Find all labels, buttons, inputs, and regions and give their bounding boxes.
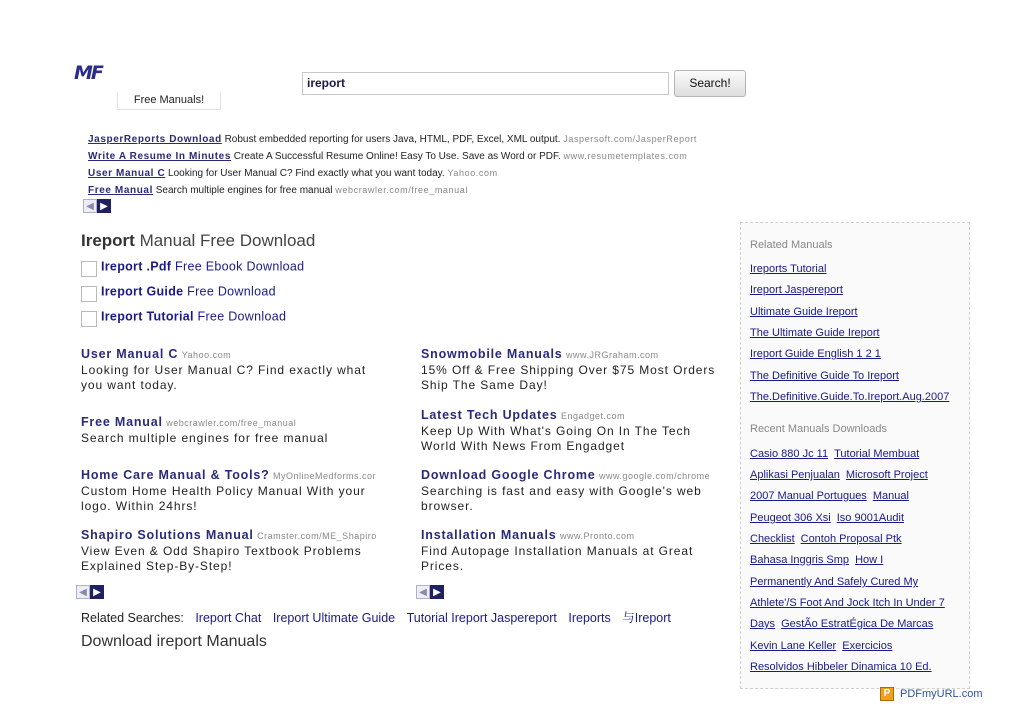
top-ad	[88, 184, 768, 201]
recent-downloads-line	[750, 618, 939, 630]
related-search-link[interactable]: Ireport Ultimate Guide	[272, 611, 396, 625]
pdfmyurl-badge[interactable]	[880, 687, 983, 701]
prev-arrow-icon[interactable]: ◀	[83, 199, 97, 213]
related-manuals-title: Related Manuals	[750, 239, 833, 251]
ad-desc: Looking for User Manual C? Find exactly what you want today.	[81, 363, 367, 392]
top-ad	[88, 133, 768, 150]
page-title-bold: Ireport	[81, 231, 135, 250]
related-search-link[interactable]: Ireports	[568, 611, 611, 625]
recent-downloads-line	[750, 490, 915, 502]
top-ad-desc: Robust embedded reporting for users Java, HTML, PDF, Excel, XML output.	[224, 134, 561, 145]
download-link[interactable]: Ireport Tutorial Free Download	[101, 309, 287, 324]
ad-block	[81, 347, 381, 393]
top-ad-url: www.resumetemplates.com	[563, 151, 688, 161]
recent-downloads-line	[750, 576, 924, 588]
recent-download-link[interactable]: Tutorial Membuat	[834, 448, 920, 460]
right-ads-pager	[416, 584, 444, 599]
ad-block	[421, 347, 721, 393]
recent-downloads-line	[750, 661, 938, 673]
ad-title[interactable]: Home Care Manual & Tools?	[81, 468, 270, 482]
ad-url: webcrawler.com/free_manual	[166, 418, 297, 428]
related-search-link[interactable]: Ireport Chat	[195, 611, 262, 625]
sidebar	[740, 222, 970, 689]
recent-download-link[interactable]: 2007 Manual Portugues	[750, 490, 867, 502]
ad-url: Yahoo.com	[181, 350, 232, 360]
ad-desc: Search multiple engines for free manual	[81, 431, 329, 445]
search-input[interactable]: ireport	[302, 72, 669, 95]
ad-desc: Searching is fast and easy with Google's web browser.	[421, 484, 702, 513]
search-button[interactable]: Search!	[674, 70, 746, 97]
recent-downloads-title: Recent Manuals Downloads	[750, 423, 887, 435]
recent-download-link[interactable]: Bahasa Inggris Smp	[750, 554, 850, 566]
ad-block	[81, 415, 381, 446]
recent-download-link[interactable]: Resolvidos Hibbeler Dinamica 10 Ed.	[750, 661, 932, 673]
recent-download-link[interactable]: Permanently And Safely Cured My	[750, 576, 919, 588]
recent-download-link[interactable]: Iso 9001Audit	[836, 512, 905, 524]
prev-arrow-icon[interactable]: ◀	[416, 585, 430, 599]
ad-title[interactable]: Shapiro Solutions Manual	[81, 528, 254, 542]
checkbox[interactable]	[81, 311, 97, 327]
recent-download-link[interactable]: Kevin Lane Keller	[750, 640, 837, 652]
ad-url: MyOnlineMedforms.cor	[273, 471, 377, 481]
ad-title[interactable]: Latest Tech Updates	[421, 408, 558, 422]
ad-url: Engadget.com	[561, 411, 626, 421]
related-manual-link[interactable]: The Ultimate Guide Ireport	[750, 327, 880, 339]
recent-downloads-line	[750, 554, 889, 566]
download-option[interactable]	[81, 284, 276, 301]
recent-download-link[interactable]: How I	[855, 554, 884, 566]
top-ad	[88, 150, 768, 167]
recent-downloads-line	[750, 533, 908, 545]
free-manuals-tab[interactable]: Free Manuals!	[117, 92, 221, 110]
related-manual-link[interactable]: Ireport Jaspereport	[750, 284, 843, 296]
related-manual-link[interactable]: The Definitive Guide To Ireport	[750, 370, 899, 382]
recent-downloads-line	[750, 597, 951, 609]
download-section-title: Download ireport Manuals	[81, 633, 267, 650]
recent-download-link[interactable]: Checklist	[750, 533, 795, 545]
top-ad-title[interactable]: User Manual C	[88, 168, 166, 179]
ad-desc: View Even & Odd Shapiro Textbook Problems Explained Step-By-Step!	[81, 544, 362, 573]
site-logo[interactable]	[74, 62, 104, 84]
recent-download-link[interactable]: Microsoft Project	[845, 469, 928, 481]
page-title-rest: Manual Free Download	[134, 231, 316, 250]
ad-block	[421, 528, 721, 574]
recent-download-link[interactable]: Peugeot 306 Xsi	[750, 512, 831, 524]
next-arrow-icon[interactable]: ▶	[90, 585, 104, 599]
related-manual-link[interactable]: The.Definitive.Guide.To.Ireport.Aug.2007	[750, 391, 950, 403]
ad-block	[421, 468, 721, 514]
checkbox[interactable]	[81, 261, 97, 277]
prev-arrow-icon[interactable]: ◀	[76, 585, 90, 599]
related-manual-link[interactable]: Ultimate Guide Ireport	[750, 306, 858, 318]
related-search-link[interactable]: 与Ireport	[622, 611, 671, 625]
ad-desc: Custom Home Health Policy Manual With your logo. Within 24hrs!	[81, 484, 366, 513]
ad-desc: 15% Off & Free Shipping Over $75 Most Orders Ship The Same Day!	[421, 363, 716, 392]
recent-download-link[interactable]: Days	[750, 618, 776, 630]
recent-downloads-line	[750, 469, 934, 481]
left-ads-pager	[76, 584, 104, 599]
related-searches-label: Related Searches:	[81, 611, 184, 625]
recent-downloads-line	[750, 512, 910, 524]
top-ad-desc: Search multiple engines for free manual	[155, 185, 333, 196]
related-manual-link[interactable]: Ireport Guide English 1 2 1	[750, 348, 881, 360]
top-ad-url: Jaspersoft.com/JasperReport	[563, 134, 697, 144]
ad-title[interactable]: User Manual C	[81, 347, 179, 361]
related-search-link[interactable]: Tutorial Ireport Jaspereport	[406, 611, 557, 625]
logo-text: MF	[74, 62, 102, 84]
recent-download-link[interactable]: Aplikasi Penjualan	[750, 469, 840, 481]
recent-download-link[interactable]: Exercicios	[842, 640, 893, 652]
top-ad-desc: Create A Successful Resume Online! Easy To Use. Save as Word or PDF.	[233, 151, 561, 162]
related-searches	[81, 608, 671, 626]
ad-title[interactable]: Download Google Chrome	[421, 468, 596, 482]
top-ad-title[interactable]: Free Manual	[88, 185, 153, 196]
ad-desc: Keep Up With What's Going On In The Tech World With News From Engadget	[421, 424, 691, 453]
ad-block	[81, 528, 381, 574]
top-ad-title[interactable]: Write A Resume In Minutes	[88, 151, 231, 162]
recent-download-link[interactable]: Contoh Proposal Ptk	[800, 533, 902, 545]
top-ad-desc: Looking for User Manual C? Find exactly what you want today.	[168, 168, 445, 179]
top-ads	[88, 133, 768, 201]
pdfmyurl-text: PDFmyURL.com	[900, 687, 983, 700]
ad-url: www.Pronto.com	[559, 531, 635, 541]
download-link[interactable]: Ireport Guide Free Download	[101, 284, 276, 299]
checkbox[interactable]	[81, 286, 97, 302]
ad-title[interactable]: Free Manual	[81, 415, 163, 429]
recent-download-link[interactable]: GestÃo EstratÉgica De Marcas	[781, 618, 934, 630]
related-manual-link[interactable]: Ireports Tutorial	[750, 263, 827, 275]
page-title	[81, 231, 315, 251]
top-ads-pager	[83, 198, 111, 213]
recent-download-link[interactable]: Manual	[872, 490, 909, 502]
recent-download-link[interactable]: Casio 880 Jc 11	[750, 448, 829, 460]
top-ad	[88, 167, 768, 184]
download-option[interactable]	[81, 259, 304, 276]
download-link[interactable]: Ireport .Pdf Free Ebook Download	[101, 259, 305, 274]
ad-title[interactable]: Snowmobile Manuals	[421, 347, 563, 361]
recent-download-link[interactable]: Athlete'/S Foot And Jock Itch In Under 7	[750, 597, 945, 609]
top-ad-title[interactable]: JasperReports Download	[88, 134, 222, 145]
next-arrow-icon[interactable]: ▶	[97, 199, 111, 213]
next-arrow-icon[interactable]: ▶	[430, 585, 444, 599]
recent-downloads-line	[750, 640, 898, 652]
ad-url: www.google.com/chrome	[599, 471, 711, 481]
ad-url: Cramster.com/ME_Shapiro	[257, 531, 377, 541]
pdf-icon: P	[880, 687, 894, 701]
download-option[interactable]	[81, 309, 286, 326]
ad-title[interactable]: Installation Manuals	[421, 528, 557, 542]
ad-url: www.JRGraham.com	[565, 350, 659, 360]
ad-block	[81, 468, 381, 514]
ad-desc: Find Autopage Installation Manuals at Great Prices.	[421, 544, 694, 573]
ad-block	[421, 408, 721, 454]
top-ad-url: Yahoo.com	[447, 168, 498, 178]
recent-downloads-line	[750, 448, 925, 460]
top-ad-url: webcrawler.com/free_manual	[335, 185, 468, 195]
